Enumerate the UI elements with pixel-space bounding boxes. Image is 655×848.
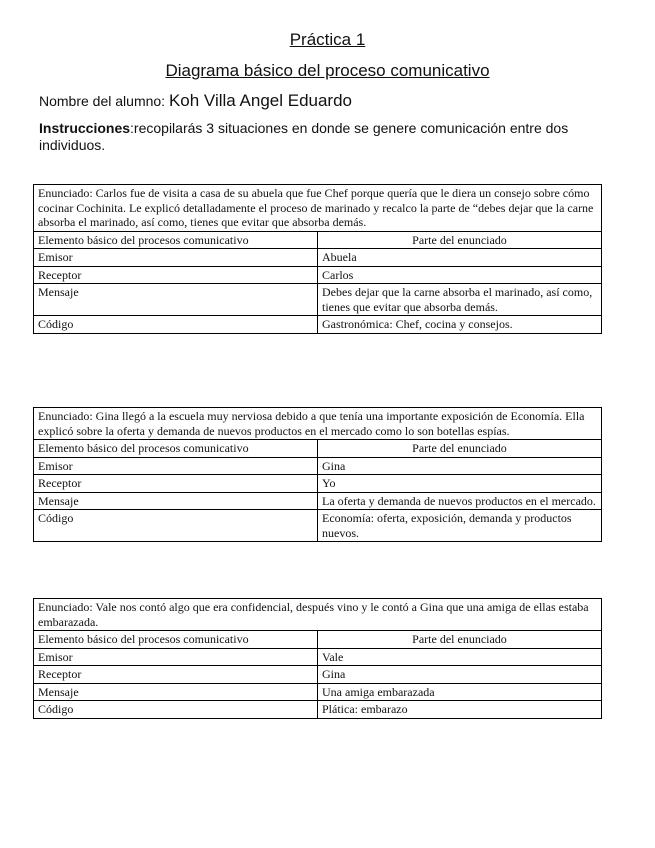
part-cell: Vale <box>318 648 602 666</box>
statement-cell: Enunciado: Carlos fue de visita a casa de su abuela que fue Chef porque quería que le diera un consejo sobre cómo cocinar Cochinita. Le explicó detalladamente el proceso de marinado y recalco la parte de “debes dejar que la carne absorba el marinado, así como, tienes que evitar que absorba demás. <box>34 185 602 232</box>
table-header-row <box>34 231 602 249</box>
element-cell: Receptor <box>34 666 318 684</box>
part-cell: La oferta y demanda de nuevos productos en el mercado. <box>318 492 602 510</box>
element-cell: Receptor <box>34 475 318 493</box>
statement-row <box>34 185 602 232</box>
part-cell: Carlos <box>318 266 602 284</box>
statement-cell: Enunciado: Gina llegó a la escuela muy nerviosa debido a que tenía una importante exposición de Economía. Ella explicó sobre la oferta y demanda de nuevos productos en el mercado como lo son botellas espías. <box>34 408 602 440</box>
element-cell: Emisor <box>34 457 318 475</box>
header-part: Parte del enunciado <box>318 631 602 649</box>
table-row <box>34 284 602 316</box>
student-label: Nombre del alumno: <box>39 93 169 109</box>
part-cell: Abuela <box>318 249 602 267</box>
situation-table-1 <box>33 184 602 334</box>
part-cell: Economía: oferta, exposición, demanda y productos nuevos. <box>318 510 602 542</box>
page-title: Práctica 1 <box>289 30 366 49</box>
table-row <box>34 666 602 684</box>
header-part: Parte del enunciado <box>318 440 602 458</box>
part-cell: Gina <box>318 666 602 684</box>
element-cell: Mensaje <box>34 683 318 701</box>
table-row <box>34 683 602 701</box>
table-row <box>34 457 602 475</box>
header-element: Elemento básico del procesos comunicativo <box>34 631 318 649</box>
table-row <box>34 492 602 510</box>
table-header-row <box>34 440 602 458</box>
instructions-text: :recopilarás 3 situaciones en donde se genere comunicación entre dos individuos. <box>39 120 569 153</box>
part-cell: Una amiga embarazada <box>318 683 602 701</box>
table-row <box>34 316 602 334</box>
table-row <box>34 510 602 542</box>
element-cell: Receptor <box>34 266 318 284</box>
table-header-row <box>34 631 602 649</box>
header-part: Parte del enunciado <box>318 231 602 249</box>
part-cell: Gina <box>318 457 602 475</box>
page-subtitle: Diagrama básico del proceso comunicativo <box>165 61 490 80</box>
instructions-label: Instrucciones <box>39 120 131 136</box>
table-row <box>34 648 602 666</box>
situation-table-2 <box>33 407 602 542</box>
header-element: Elemento básico del procesos comunicativo <box>34 440 318 458</box>
part-cell: Yo <box>318 475 602 493</box>
statement-row <box>34 408 602 440</box>
table-row <box>34 701 602 719</box>
statement-row <box>34 599 602 631</box>
part-cell: Debes dejar que la carne absorba el marinado, así como, tienes que evitar que absorba demás. <box>318 284 602 316</box>
instructions <box>39 120 619 154</box>
part-cell: Gastronómica: Chef, cocina y consejos. <box>318 316 602 334</box>
table-row <box>34 475 602 493</box>
student-line <box>39 91 352 111</box>
element-cell: Mensaje <box>34 284 318 316</box>
element-cell: Mensaje <box>34 492 318 510</box>
student-name: Koh Villa Angel Eduardo <box>168 91 353 110</box>
element-cell: Código <box>34 701 318 719</box>
element-cell: Emisor <box>34 249 318 267</box>
header-element: Elemento básico del procesos comunicativo <box>34 231 318 249</box>
element-cell: Código <box>34 316 318 334</box>
situation-table-3 <box>33 598 602 719</box>
part-cell: Plática: embarazo <box>318 701 602 719</box>
statement-cell: Enunciado: Vale nos contó algo que era confidencial, después vino y le contó a Gina que una amiga de ellas estaba embarazada. <box>34 599 602 631</box>
element-cell: Código <box>34 510 318 542</box>
table-row <box>34 266 602 284</box>
element-cell: Emisor <box>34 648 318 666</box>
table-row <box>34 249 602 267</box>
